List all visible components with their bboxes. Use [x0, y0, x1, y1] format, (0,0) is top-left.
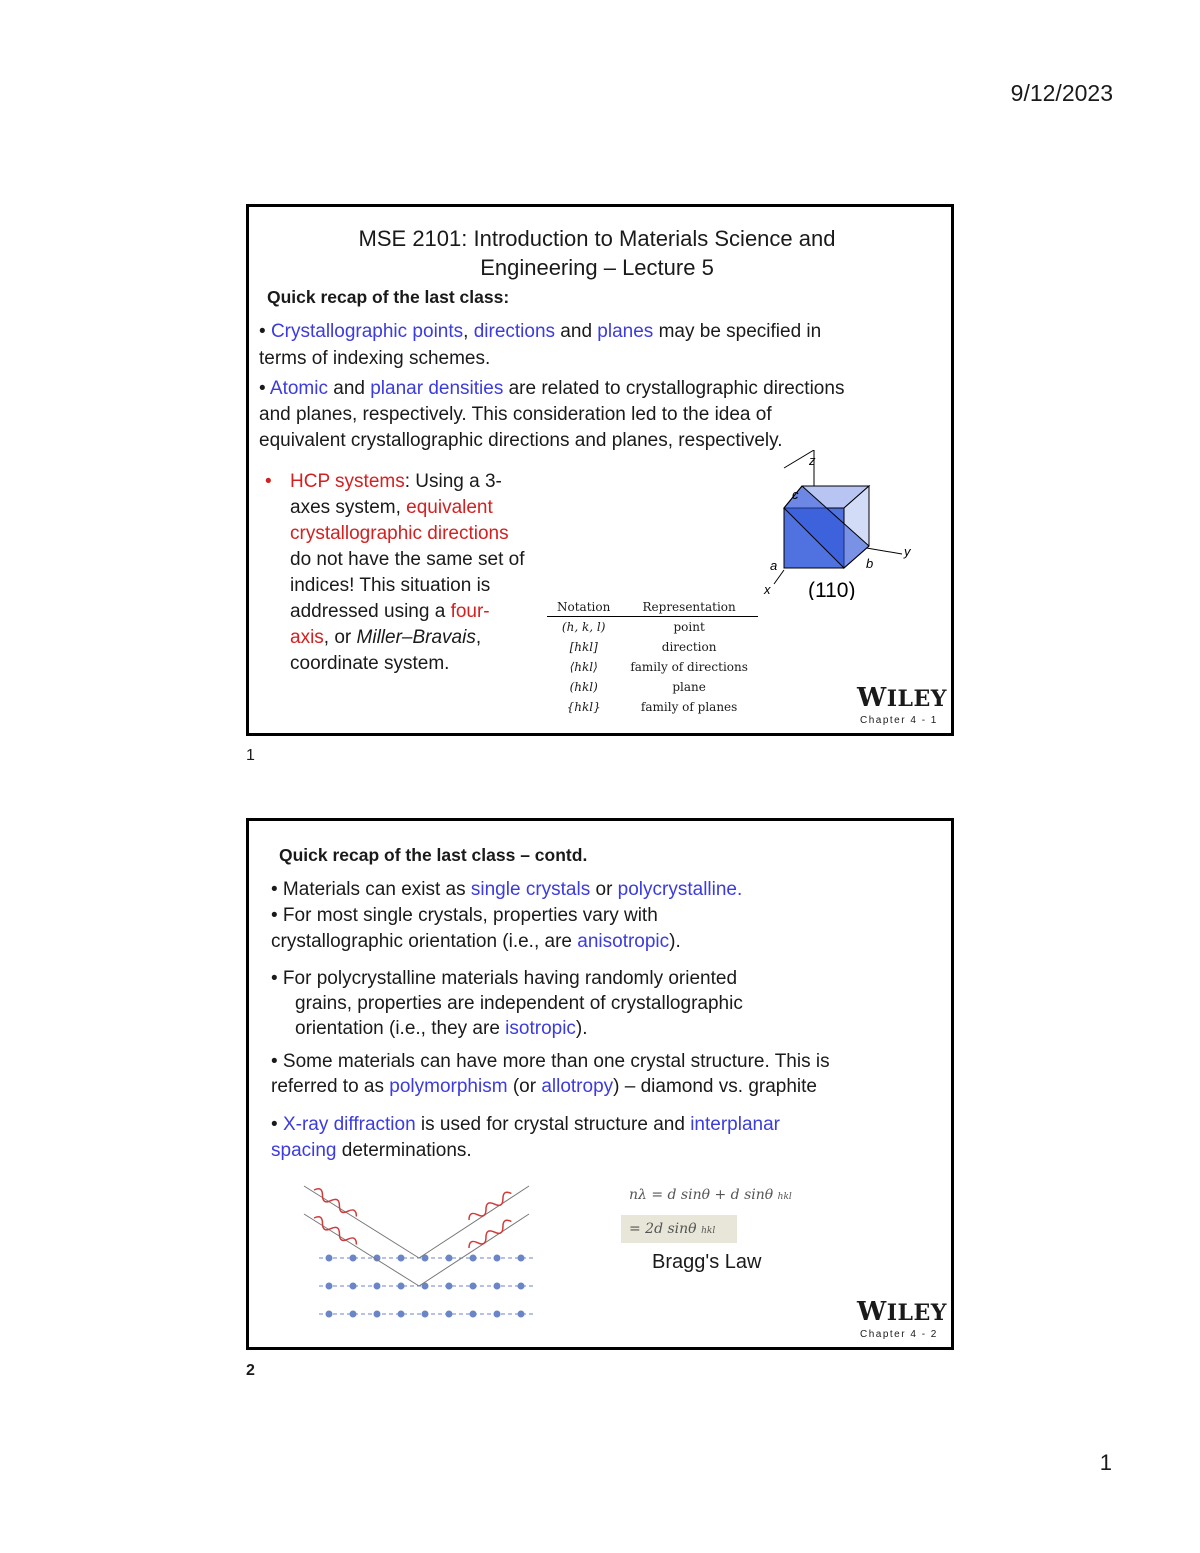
diffracted-ray-2 — [419, 1214, 529, 1286]
slide-2-number: 2 — [246, 1362, 255, 1379]
wiley-logo-initial: W — [857, 1297, 887, 1327]
slide-1-number: 1 — [246, 747, 255, 764]
term-miller-bravais: Miller–Bravais — [356, 627, 476, 648]
hcp-line-6 — [290, 599, 525, 625]
bragg-equation-text: nλ = d sinθ + d sinθ — [629, 1187, 774, 1203]
recap-heading: Quick recap of the last class: — [267, 287, 510, 307]
s2-line-5: grains, properties are independent of crystallographic — [295, 993, 743, 1014]
notation-table — [547, 600, 758, 717]
atom-dot — [518, 1255, 525, 1262]
text-fragment: • — [271, 1114, 283, 1135]
text-fragment: ). — [575, 1018, 588, 1039]
notation-cell: {hkl} — [566, 700, 601, 714]
atom-dot — [494, 1255, 501, 1262]
unit-cube-diagram — [754, 450, 924, 600]
chapter-label: Chapter 4 - 2 — [860, 1329, 938, 1340]
atom-dot — [374, 1283, 381, 1290]
s2-line-1 — [271, 877, 742, 903]
atom-dot — [470, 1283, 477, 1290]
text-fragment: addressed using a — [290, 601, 451, 622]
atom-dot — [350, 1311, 357, 1318]
notation-row — [547, 637, 758, 657]
atom-dot — [326, 1255, 333, 1262]
text-fragment: may be specified in — [653, 321, 822, 342]
representation-cell: family of directions — [630, 660, 748, 674]
bullet-1-line-2: terms of indexing schemes. — [259, 348, 491, 369]
atom-dot — [494, 1283, 501, 1290]
atom-dot — [422, 1311, 429, 1318]
atom-dot — [326, 1311, 333, 1318]
diffracted-ray-1 — [419, 1186, 529, 1258]
hcp-line-3: crystallographic directions — [290, 523, 509, 544]
text-fragment: . — [737, 879, 743, 900]
atoms — [326, 1255, 525, 1318]
representation-cell: point — [673, 620, 705, 634]
hcp-bullet-glyph: • — [265, 471, 272, 492]
wiley-logo — [857, 1297, 947, 1327]
text-fragment: (or — [507, 1076, 542, 1097]
s2-line-7: • Some materials can have more than one crystal structure. This is — [271, 1051, 830, 1072]
bullet-1-line-1 — [259, 319, 821, 345]
notation-header-row — [547, 600, 758, 617]
term-isotropic: isotropic — [505, 1018, 576, 1039]
term-crystallographic-points: Crystallographic points — [270, 321, 464, 342]
hcp-line-7 — [290, 625, 525, 651]
slide-2 — [246, 818, 954, 1350]
s2-line-2: • For most single crystals, properties vary with — [271, 905, 658, 926]
text-fragment: and — [555, 321, 598, 342]
hcp-line-2 — [290, 495, 525, 521]
term-spacing: spacing — [271, 1140, 337, 1161]
bullet-2-line-2: and planes, respectively. This consideration led to the idea of — [259, 404, 772, 425]
notation-header-0: Notation — [547, 600, 620, 617]
text-fragment: ). — [669, 931, 681, 952]
text-fragment: crystallographic orientation (i.e., are — [271, 931, 578, 952]
notation-cell: ⟨hkl⟩ — [569, 660, 598, 674]
x-axis-label: x — [764, 582, 771, 597]
text-fragment: are related to crystallographic directions — [503, 378, 845, 399]
term-planes: planes — [597, 321, 654, 342]
notation-row — [547, 617, 758, 638]
representation-cell: plane — [672, 680, 706, 694]
atom-dot — [398, 1255, 405, 1262]
notation-row — [547, 677, 758, 697]
atom-dot — [446, 1311, 453, 1318]
bullet-2-line-1 — [259, 376, 844, 402]
c-label: c — [792, 487, 799, 502]
atom-dot — [398, 1311, 405, 1318]
atom-dot — [398, 1283, 405, 1290]
plane-index-label: (110) — [808, 579, 856, 600]
s2-line-6 — [295, 1016, 588, 1042]
bullet-glyph: • — [259, 321, 266, 342]
title-line-1: MSE 2101: Introduction to Materials Science and — [358, 226, 836, 251]
term-polycrystalline: polycrystalline — [617, 879, 737, 900]
bragg-equation-subscript: hkl — [777, 1192, 792, 1202]
text-fragment: or — [590, 879, 618, 900]
notation-cell: (h, k, l) — [561, 620, 606, 634]
text-fragment: , or — [323, 627, 357, 648]
slide-1-title — [249, 224, 945, 282]
term-polymorphism: polymorphism — [389, 1076, 508, 1097]
hcp-line-1 — [290, 469, 525, 495]
wiley-logo-rest: ILEY — [886, 686, 947, 712]
text-fragment: is used for crystal structure and — [415, 1114, 691, 1135]
term-planar-densities: planar densities — [370, 378, 504, 399]
x-ray-diffraction-diagram — [294, 1176, 559, 1326]
bullet-2-line-3: equivalent crystallographic directions and planes, respectively. — [259, 430, 783, 451]
incident-wave-1 — [312, 1187, 359, 1220]
chapter-label: Chapter 4 - 1 — [860, 715, 938, 726]
notation-row — [547, 657, 758, 677]
term-single-crystals: single crystals — [470, 879, 591, 900]
notation-cell: [hkl] — [569, 640, 598, 654]
diffracted-wave-2 — [467, 1218, 514, 1251]
incident-ray-1 — [304, 1186, 419, 1258]
text-fragment: : Using a 3- — [404, 471, 502, 492]
hcp-line-4: do not have the same set of — [290, 549, 525, 570]
atom-dot — [494, 1311, 501, 1318]
bragg-law-caption: Bragg's Law — [652, 1251, 762, 1273]
wiley-logo — [857, 683, 947, 713]
text-fragment: axes system, — [290, 497, 407, 518]
incident-ray-2 — [304, 1214, 419, 1286]
term-atomic: Atomic — [269, 378, 328, 399]
notation-row — [547, 697, 758, 717]
term-x-ray-diffraction: X-ray diffraction — [282, 1114, 416, 1135]
bragg-equation-result: = 2d sinθ — [629, 1221, 697, 1237]
recap-contd-heading: Quick recap of the last class – contd. — [279, 845, 588, 865]
page-date: 9/12/2023 — [1010, 80, 1113, 106]
text-fragment: and — [327, 378, 371, 399]
atom-dot — [350, 1255, 357, 1262]
text-fragment: orientation (i.e., they are — [295, 1018, 506, 1039]
incident-wave-2 — [312, 1215, 359, 1248]
atom-dot — [326, 1283, 333, 1290]
term-anisotropic: anisotropic — [577, 931, 670, 952]
title-line-2: Engineering – Lecture 5 — [480, 255, 714, 280]
diffracted-wave-1 — [467, 1190, 514, 1223]
atom-dot — [350, 1283, 357, 1290]
notation-cell: (hkl) — [569, 680, 598, 694]
b-label: b — [866, 556, 874, 571]
hcp-line-5: indices! This situation is — [290, 575, 491, 596]
atom-dot — [446, 1255, 453, 1262]
representation-cell: family of planes — [640, 700, 738, 714]
text-fragment: • Materials can exist as — [271, 879, 471, 900]
atom-dot — [518, 1283, 525, 1290]
atom-dot — [470, 1311, 477, 1318]
wiley-logo-initial: W — [857, 683, 887, 713]
z-axis-label: z — [809, 453, 816, 468]
atom-dot — [446, 1283, 453, 1290]
term-four: four- — [450, 601, 490, 622]
term-equivalent: equivalent — [406, 497, 493, 518]
s2-line-3 — [271, 929, 681, 955]
hcp-bullet-text — [290, 469, 525, 677]
bragg-equation-box — [621, 1215, 737, 1243]
page-number: 1 — [1099, 1450, 1112, 1475]
atom-dot — [518, 1311, 525, 1318]
text-fragment: , — [463, 321, 474, 342]
term-interplanar: interplanar — [690, 1114, 780, 1135]
representation-cell: direction — [661, 640, 717, 654]
bullet-glyph: • — [259, 378, 266, 399]
term-hcp-systems: HCP systems — [290, 471, 405, 492]
text-fragment: ) – diamond vs. graphite — [613, 1076, 817, 1097]
s2-line-10 — [271, 1138, 472, 1164]
slide-1 — [246, 204, 954, 736]
text-fragment: determinations. — [336, 1140, 472, 1161]
atom-dot — [470, 1255, 477, 1262]
y-axis-label: y — [904, 544, 911, 559]
s2-line-9 — [271, 1112, 780, 1138]
text-fragment: referred to as — [271, 1076, 390, 1097]
notation-header-1: Representation — [620, 600, 758, 617]
hcp-line-8: coordinate system. — [290, 653, 450, 674]
text-fragment: , — [475, 627, 482, 648]
s2-line-8 — [271, 1074, 817, 1100]
a-label: a — [770, 558, 778, 573]
wiley-logo-rest: ILEY — [886, 1300, 947, 1326]
term-allotropy: allotropy — [541, 1076, 614, 1097]
bragg-equation-subscript: hkl — [701, 1226, 716, 1236]
atom-dot — [374, 1311, 381, 1318]
s2-line-4: • For polycrystalline materials having randomly oriented — [271, 968, 738, 989]
term-directions: directions — [473, 321, 556, 342]
term-axis: axis — [290, 627, 324, 648]
bragg-equation-line-1 — [629, 1187, 792, 1203]
